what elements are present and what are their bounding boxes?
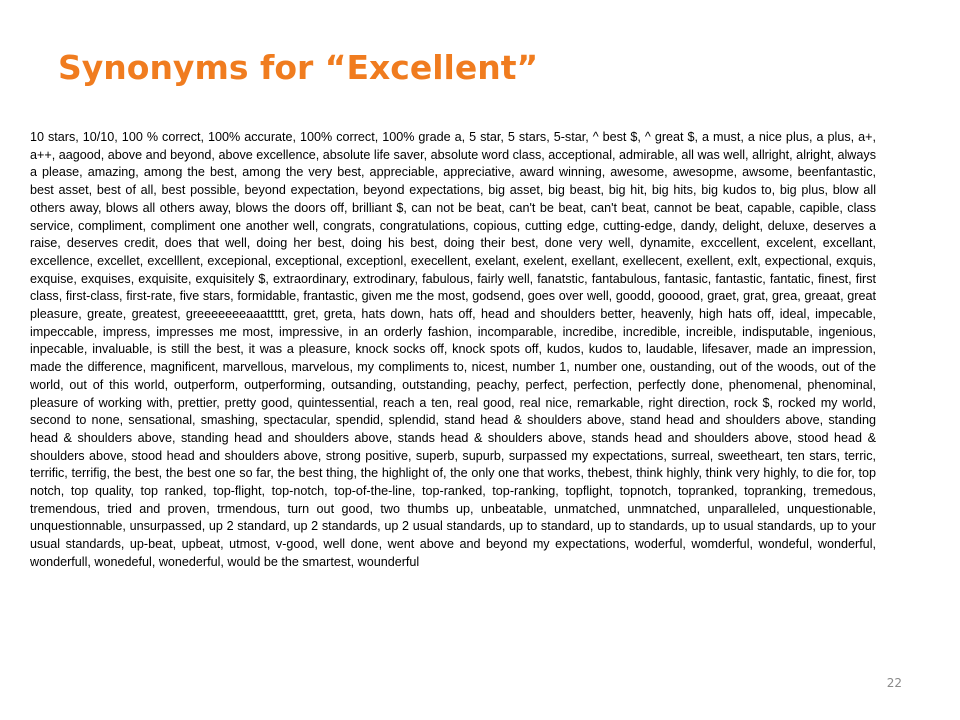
slide-title: Synonyms for “Excellent” bbox=[58, 48, 539, 87]
slide-number: 22 bbox=[886, 676, 902, 690]
synonym-list: 10 stars, 10/10, 100 % correct, 100% accurate, 100% correct, 100% grade a, 5 star, 5 stars, 5-star, ^ best $, ^ great $, a must, a nice plus, a plus, a+, a++, aagood, above and beyond, above excellence, absolute life saver, absolute word class, acceptional, admirable, all was well, allright, alright, always a please, amazing, among the best, among the very best, appreciable, appreciative, award winning, awesome, awesopme, awsome, beenfantastic, best asset, best of all, best possible, beyond expectation, beyond expectations, big asset, big beast, big hit, big hits, big kudos to, big plus, blow all others away, blows all others away, blows the doors off, brilliant $, can not be beat, can't be beat, can't beat, cannot be beat, capable, capible, class service, compliment, compliment one another well, congrats, congratulations, copious, cutting edge, cutting-edge, dandy, delight, deluxe, deserves a raise, deserves credit, does that well, doing her best, doing his best, doing their best, done very well, dynamite, exccellent, excelent, excellant, excellence, excellet, excelllent, excepional, exceptional, exceptionl, execellent, exelant, exelent, exellant, exellecent, exellent, exlt, expectional, exquis, exquise, exquises, exquisite, exquisitely $, extraordinary, extrodinary, fabulous, fairly well, fanatstic, fantabulous, fantasic, fantastic, fantatic, finest, first class, first-class, first-rate, five stars, formidable, frantastic, given me the most, godsend, goes over well, goodd, gooood, graet, grat, grea, greaat, great pleasure, greate, greatest, greeeeeeeaaattttt, gret, greta, hats down, hats off, head and shoulders better, heavenly, high hats off, ideal, impecable, impeccable, impress, impresses me most, impressive, in an orderly fashion, incomparable, incredibe, incredible, increible, indisputable, ingenious, inpecable, invaluable, is still the best, it was a pleasure, knock socks off, knock spots off, kudos, kudos to, laudable, lifesaver, made an impression, made the difference, magnificent, marvellous, marvelous, my compliments to, nicest, number 1, number one, oustanding, out of the woods, out of the world, out of this world, outperform, outperforming, outsanding, outstanding, peachy, perfect, perfection, perfectly done, phenomenal, phenominal, pleasure of working with, prettier, pretty good, quintessential, reach a ten, real good, real nice, remarkable, right direction, rock $, rocked my world, second to none, sensational, smashing, spectacular, spendid, splendid, stand head & shoulders above, stand head and shoulders above, standing head & shoulders above, standing head and shoulders above, stands head & shoulders above, stands head and shoulders above, stood head & shoulders above, stood head and shoulders above, strong positive, superb, supurb, surpassed my expectations, surreal, sweetheart, ten stars, terric, terrific, terrifig, the best, the best one so far, the best thing, the highlight of, the only one that works, thebest, think highly, think very highly, to die for, top notch, top quality, top ranked, top-flight, top-notch, top-of-the-line, top-ranked, top-ranking, topflight, topnotch, topranked, topranking, tremedous, tremendous, tried and proven, trmendous, turn out good, two thumbs up, unbeatable, unmatched, unmnatched, unparalleled, unquestionable, unquestionnable, unsurpassed, up 2 standard, up 2 standards, up 2 usual standards, up to standard, up to standards, up to usual standards, up to your usual standards, up-beat, upbeat, utmost, v-good, well done, went above and beyond my expectations, woderful, womderful, wondeful, wonderful, wonderfull, wonedeful, wonederful, would be the smartest, wounderful bbox=[30, 130, 876, 569]
